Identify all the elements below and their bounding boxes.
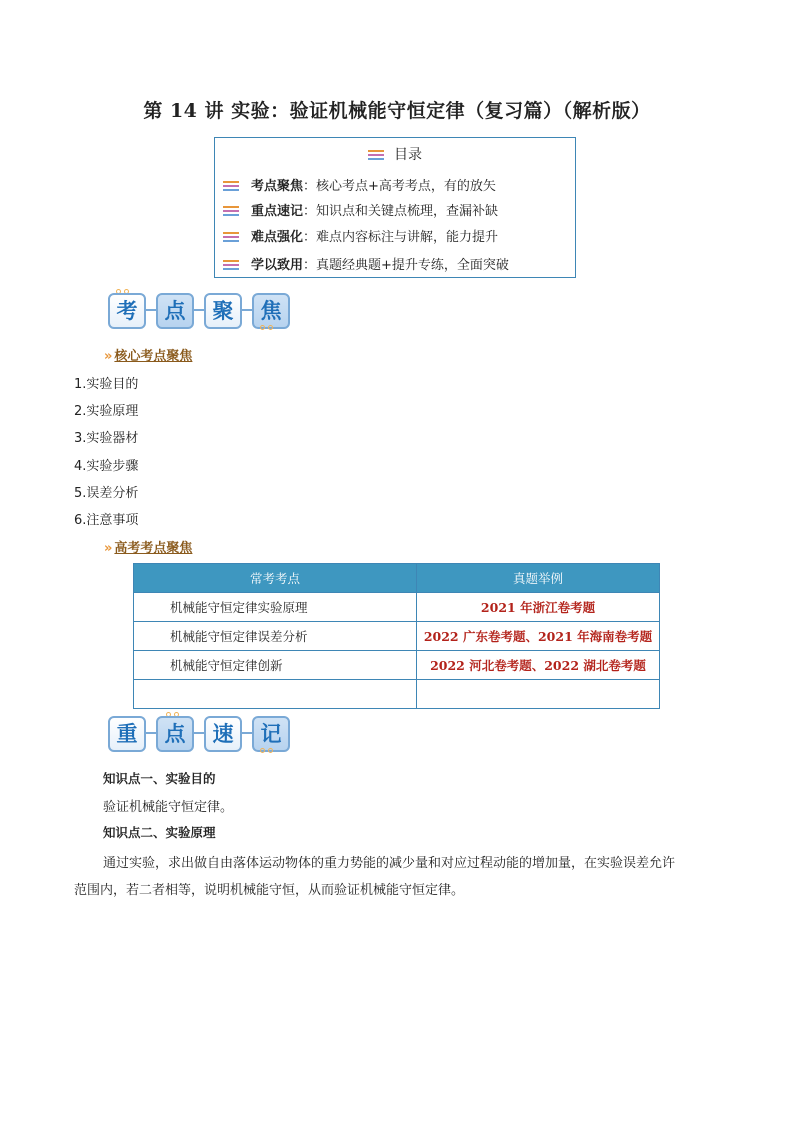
table-header: 常考考点 [134, 564, 417, 593]
table-cell: 机械能守恒定律创新 [134, 651, 417, 680]
toc-label: 考点聚焦 [251, 179, 304, 194]
toc-row-4 [223, 254, 509, 273]
banner-connector [194, 732, 204, 734]
page-title: 第 14 讲 实验：验证机械能守恒定律（复习篇）（解析版） [143, 100, 651, 122]
core-item: 2.实验原理 [74, 404, 139, 419]
toc-heading [215, 144, 575, 164]
core-item: 1.实验目的 [74, 377, 139, 392]
toc-label: 重点速记 [251, 204, 304, 219]
table-row [134, 651, 660, 680]
toc-heading-text: 目录 [394, 147, 422, 163]
knowledge-point-1-text: 验证机械能守恒定律。 [103, 800, 234, 815]
decor-dot [268, 325, 273, 330]
toc-text: ：难点内容标注与讲解，能力提升 [303, 230, 499, 245]
table-row [134, 680, 660, 709]
table-cell: 2022 广东卷考题、2021 年海南卷考题 [417, 622, 660, 651]
core-item: 3.实验器材 [74, 431, 139, 446]
decor-dot [260, 325, 265, 330]
banner-char: 点 [156, 293, 194, 329]
table-row [134, 622, 660, 651]
decor-dot [260, 748, 265, 753]
toc-label: 难点强化 [251, 230, 304, 245]
decor-dot [268, 748, 273, 753]
table-cell: 2022 河北卷考题、2022 湖北卷考题 [417, 651, 660, 680]
core-item: 4.实验步骤 [74, 459, 139, 474]
toc-text: ：知识点和关键点梳理，查漏补缺 [303, 204, 499, 219]
section-core-heading [104, 345, 192, 364]
knowledge-point-2-text-line2: 范围内，若二者相等，说明机械能守恒，从而验证机械能守恒定律。 [74, 883, 465, 898]
core-item: 6.注意事项 [74, 513, 139, 528]
banner-char: 考 [108, 293, 146, 329]
list-icon [223, 206, 239, 217]
toc-text: ：核心考点+高考考点，有的放矢 [303, 179, 496, 194]
core-item: 5.误差分析 [74, 486, 139, 501]
banner-char: 记 [252, 716, 290, 752]
knowledge-point-2-text-line1: 通过实验，求出做自由落体运动物体的重力势能的减少量和对应过程动能的增加量，在实验误差允许 [103, 856, 676, 871]
toc-row-1 [223, 175, 496, 194]
banner-connector [146, 309, 156, 311]
double-chevron-icon: » [104, 541, 113, 556]
double-chevron-icon: » [104, 349, 113, 364]
knowledge-point-1-title: 知识点一、实验目的 [103, 771, 216, 786]
table-cell: 2021 年浙江卷考题 [417, 593, 660, 622]
banner-kaodian-jujiao [108, 289, 298, 331]
banner-connector [242, 732, 252, 734]
section-core-text: 核心考点聚焦 [114, 349, 193, 364]
banner-connector [194, 309, 204, 311]
exam-table [133, 563, 660, 709]
banner-zhongdian-suji [108, 712, 298, 754]
banner-char: 点 [156, 716, 194, 752]
table-cell: 机械能守恒定律实验原理 [134, 593, 417, 622]
table-header-row [134, 564, 660, 593]
table-cell [417, 680, 660, 709]
toc-row-2 [223, 200, 498, 219]
toc-box [214, 137, 576, 278]
section-gaokao-heading [104, 537, 192, 556]
banner-char: 聚 [204, 293, 242, 329]
list-icon [223, 232, 239, 243]
banner-connector [242, 309, 252, 311]
toc-row-3 [223, 226, 498, 245]
knowledge-point-2-title: 知识点二、实验原理 [103, 825, 216, 840]
list-icon [223, 260, 239, 271]
list-icon [223, 181, 239, 192]
banner-char: 速 [204, 716, 242, 752]
banner-char: 焦 [252, 293, 290, 329]
table-cell: 机械能守恒定律误差分析 [134, 622, 417, 651]
table-header: 真题举例 [417, 564, 660, 593]
table-row [134, 593, 660, 622]
toc-text: ：真题经典题+提升专练，全面突破 [303, 258, 509, 273]
banner-connector [146, 732, 156, 734]
table-cell [134, 680, 417, 709]
section-gaokao-text: 高考考点聚焦 [114, 541, 193, 556]
list-icon [368, 150, 384, 161]
toc-label: 学以致用 [251, 258, 304, 273]
banner-char: 重 [108, 716, 146, 752]
